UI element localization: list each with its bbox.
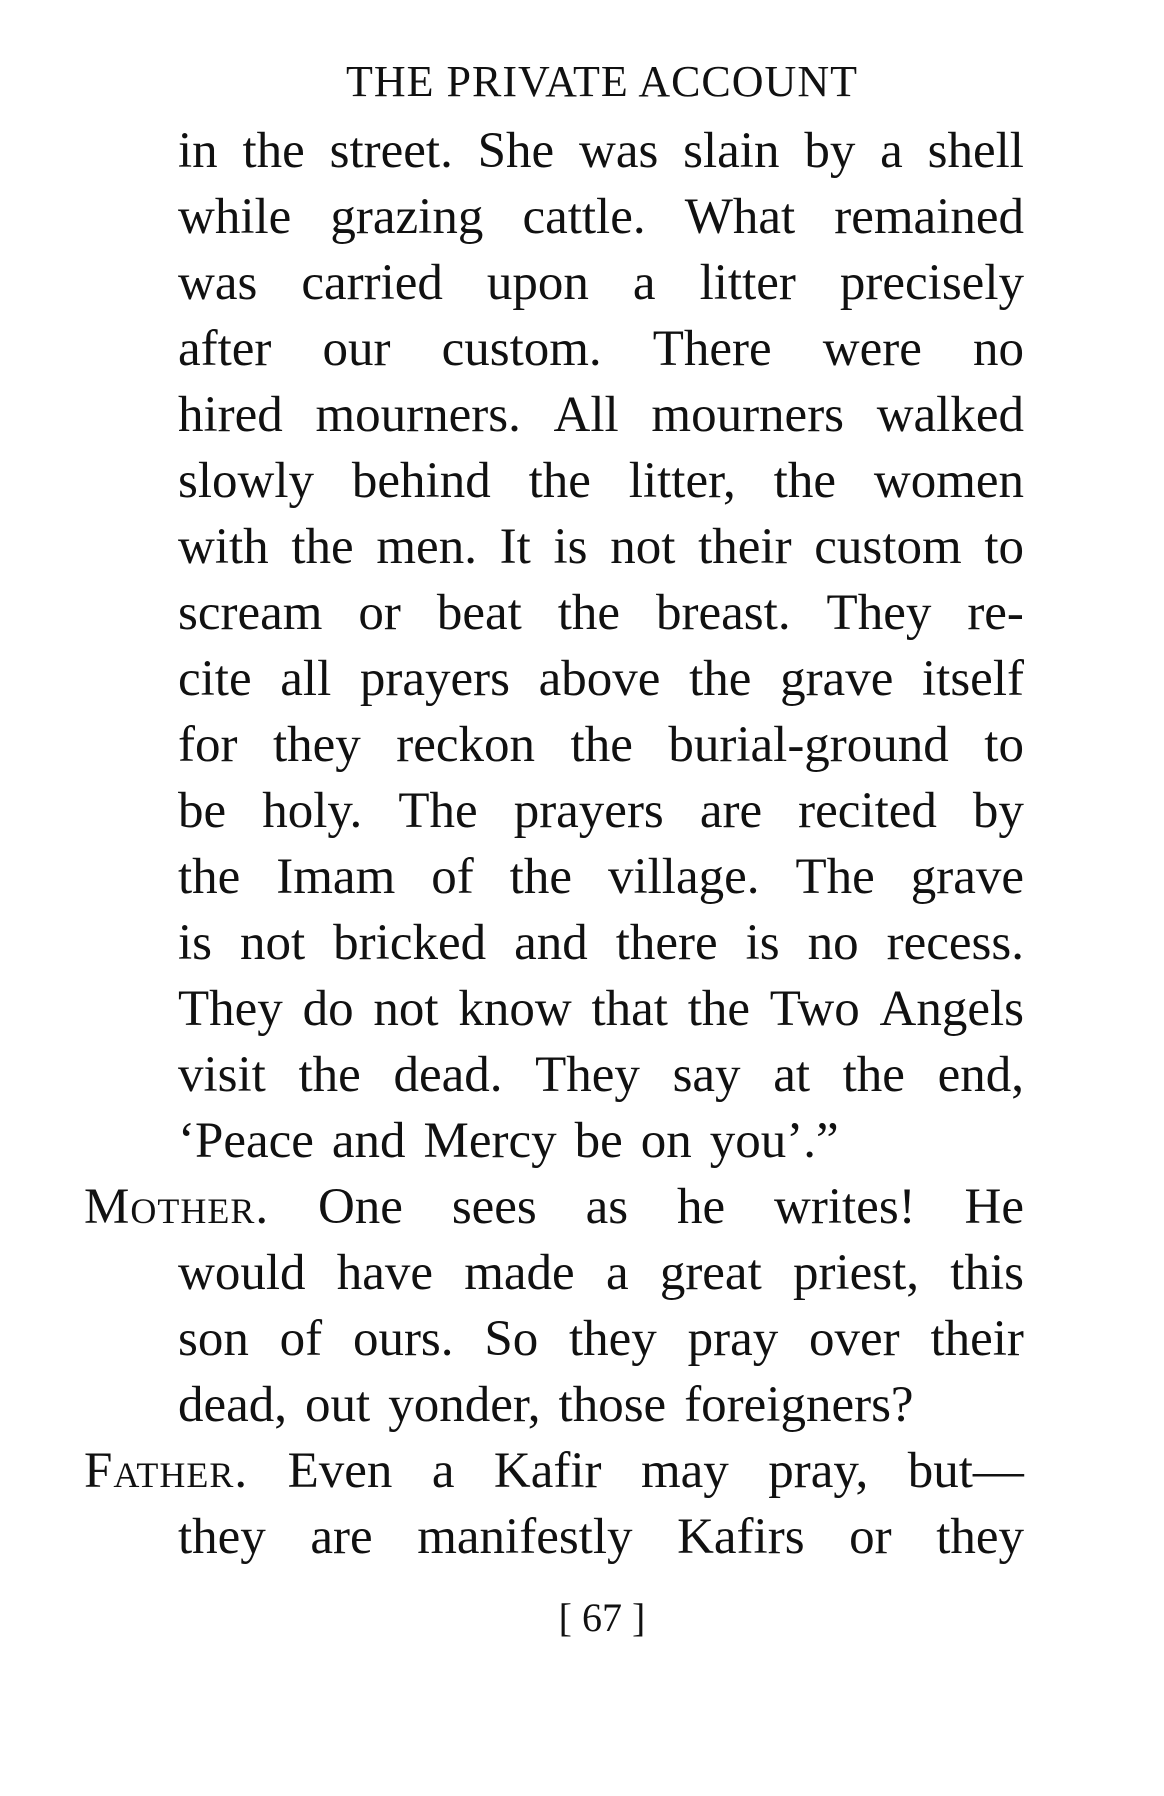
- mother-speech-line: [84, 1174, 1024, 1240]
- word: reckon: [396, 717, 536, 773]
- word: priest,: [792, 1245, 920, 1301]
- word: above: [538, 651, 661, 707]
- word: their: [930, 1311, 1024, 1367]
- word: the: [842, 1047, 905, 1103]
- text-line: [84, 382, 1024, 448]
- word: was: [579, 123, 659, 179]
- word: custom: [814, 519, 962, 575]
- text-line: [84, 316, 1024, 382]
- word: precisely: [839, 255, 1024, 311]
- word: foreigners?: [684, 1377, 914, 1433]
- word: the: [528, 453, 591, 509]
- word: beat: [436, 585, 522, 641]
- text-line: [84, 1504, 1024, 1570]
- word: be: [178, 783, 227, 839]
- text-line: [84, 1240, 1024, 1306]
- word: recess.: [886, 915, 1024, 971]
- word: street.: [329, 123, 453, 179]
- word: were: [822, 321, 922, 377]
- word: the: [298, 1047, 361, 1103]
- word: to: [984, 519, 1024, 575]
- word: and: [331, 1113, 406, 1169]
- word: the: [557, 585, 621, 641]
- speaker-father: Father.: [84, 1443, 249, 1499]
- text-line: [84, 184, 1024, 250]
- word: So: [484, 1311, 539, 1367]
- word: over: [809, 1311, 900, 1367]
- word: a: [880, 123, 903, 179]
- word: this: [950, 1245, 1024, 1301]
- word: He: [964, 1179, 1024, 1235]
- word: the: [178, 849, 241, 905]
- word: Mercy: [423, 1113, 557, 1169]
- word: recited: [798, 783, 937, 839]
- word: itself: [922, 651, 1024, 707]
- word: in: [178, 123, 218, 179]
- word: dead,: [178, 1377, 288, 1433]
- word: breast.: [656, 585, 791, 641]
- word: are: [310, 1509, 373, 1565]
- word: The: [795, 849, 875, 905]
- word: What: [684, 189, 796, 245]
- word: the: [689, 651, 752, 707]
- word: cattle.: [522, 189, 646, 245]
- word: no: [972, 321, 1024, 377]
- word: they: [272, 717, 361, 773]
- word: out: [305, 1377, 371, 1433]
- word: shell: [927, 123, 1024, 179]
- text-line: [84, 910, 1024, 976]
- word: the: [687, 981, 751, 1037]
- word: while: [178, 189, 292, 245]
- word: Even: [287, 1443, 393, 1499]
- word: Angels: [879, 981, 1024, 1037]
- word: burial-ground: [668, 717, 949, 773]
- word: are: [699, 783, 763, 839]
- word: re-: [967, 585, 1024, 641]
- word: pray: [687, 1311, 779, 1367]
- word: is: [178, 915, 213, 971]
- word: is: [553, 519, 588, 575]
- word: on: [640, 1113, 692, 1169]
- word: great: [659, 1245, 762, 1301]
- word: you’.”: [709, 1113, 839, 1169]
- word: dead.: [393, 1047, 503, 1103]
- word: but—: [907, 1443, 1024, 1499]
- word: sees: [451, 1179, 537, 1235]
- word: their: [698, 519, 792, 575]
- word: women: [873, 453, 1024, 509]
- word: behind: [351, 453, 491, 509]
- word: She: [477, 123, 555, 179]
- word: visit: [178, 1047, 266, 1103]
- text-line: [84, 1042, 1024, 1108]
- word: They: [535, 1047, 640, 1103]
- word: grave: [910, 849, 1024, 905]
- running-title: THE PRIVATE ACCOUNT: [345, 57, 858, 106]
- word: there: [615, 915, 718, 971]
- text-line: [84, 118, 1024, 184]
- word: cite: [178, 651, 252, 707]
- text-line: [84, 1372, 1024, 1438]
- text-line: [84, 514, 1024, 580]
- text-line: [84, 250, 1024, 316]
- word: prayers: [359, 651, 511, 707]
- word: scream: [178, 585, 323, 641]
- word: after: [178, 321, 272, 377]
- word: or: [358, 585, 401, 641]
- word: One: [317, 1179, 403, 1235]
- word: men.: [376, 519, 477, 575]
- word: no: [807, 915, 859, 971]
- text-line: [84, 844, 1024, 910]
- word: the: [291, 519, 354, 575]
- word: they: [569, 1311, 657, 1367]
- word: ours.: [352, 1311, 454, 1367]
- word: mourners.: [315, 387, 521, 443]
- word: the: [570, 717, 633, 773]
- word: with: [178, 519, 269, 575]
- text-line: [84, 1306, 1024, 1372]
- word: Kafirs: [677, 1509, 805, 1565]
- word: yonder,: [388, 1377, 541, 1433]
- word: Kafir: [493, 1443, 602, 1499]
- word: walked: [876, 387, 1024, 443]
- word: he: [677, 1179, 726, 1235]
- word: or: [849, 1509, 892, 1565]
- word: made: [464, 1245, 575, 1301]
- word: ‘Peace: [178, 1113, 314, 1169]
- word: a: [431, 1443, 455, 1499]
- word: the: [509, 849, 572, 905]
- word: prayers: [513, 783, 664, 839]
- word: those: [558, 1377, 667, 1433]
- word: would: [178, 1245, 306, 1301]
- word: not: [240, 915, 306, 971]
- speaker-mother: Mother.: [84, 1179, 270, 1235]
- word: son: [178, 1311, 249, 1367]
- word: Two: [769, 981, 860, 1037]
- word: was: [178, 255, 258, 311]
- word: grazing: [330, 189, 484, 245]
- word: the: [242, 123, 305, 179]
- word: do: [302, 981, 354, 1037]
- word: custom.: [441, 321, 602, 377]
- word: for: [178, 717, 238, 773]
- word: all: [280, 651, 332, 707]
- word: All: [553, 387, 619, 443]
- text-line: [84, 976, 1024, 1042]
- word: The: [398, 783, 478, 839]
- word: the: [773, 453, 836, 509]
- word: litter: [699, 255, 796, 311]
- word: be: [574, 1113, 623, 1169]
- word: pray,: [768, 1443, 869, 1499]
- word: by: [804, 123, 856, 179]
- word: that: [591, 981, 668, 1037]
- word: manifestly: [417, 1509, 633, 1565]
- word: not: [373, 981, 439, 1037]
- word: hired: [178, 387, 283, 443]
- word: as: [585, 1179, 629, 1235]
- text-line: [84, 712, 1024, 778]
- word: slowly: [178, 453, 315, 509]
- word: carried: [301, 255, 443, 311]
- word: not: [610, 519, 676, 575]
- word: writes!: [774, 1179, 916, 1235]
- word: Imam: [276, 849, 396, 905]
- word: know: [458, 981, 572, 1037]
- word: litter,: [628, 453, 736, 509]
- word: by: [972, 783, 1024, 839]
- word: There: [652, 321, 772, 377]
- word: is: [745, 915, 780, 971]
- page-text: [84, 118, 1024, 1570]
- word: grave: [780, 651, 894, 707]
- text-line: [84, 646, 1024, 712]
- word: say: [672, 1047, 741, 1103]
- word: upon: [486, 255, 589, 311]
- word: a: [632, 255, 656, 311]
- text-line: [84, 448, 1024, 514]
- word: end,: [937, 1047, 1024, 1103]
- word: slain: [683, 123, 780, 179]
- text-line: [84, 580, 1024, 646]
- page-number: [ 67 ]: [558, 1595, 646, 1640]
- word: to: [984, 717, 1024, 773]
- word: village.: [607, 849, 760, 905]
- word: holy.: [262, 783, 363, 839]
- word: They: [826, 585, 932, 641]
- word: remained: [834, 189, 1024, 245]
- text-line: [84, 1108, 1024, 1174]
- word: at: [773, 1047, 810, 1103]
- word: they: [936, 1509, 1024, 1565]
- word: bricked: [333, 915, 487, 971]
- word: have: [336, 1245, 434, 1301]
- word: and: [514, 915, 588, 971]
- text-line: [84, 778, 1024, 844]
- word: a: [605, 1245, 629, 1301]
- word: of: [279, 1311, 323, 1367]
- father-speech-line: [84, 1438, 1024, 1504]
- word: of: [431, 849, 474, 905]
- word: they: [178, 1509, 266, 1565]
- word: mourners: [651, 387, 845, 443]
- word: It: [499, 519, 531, 575]
- word: may: [640, 1443, 729, 1499]
- word: They: [178, 981, 283, 1037]
- word: our: [322, 321, 391, 377]
